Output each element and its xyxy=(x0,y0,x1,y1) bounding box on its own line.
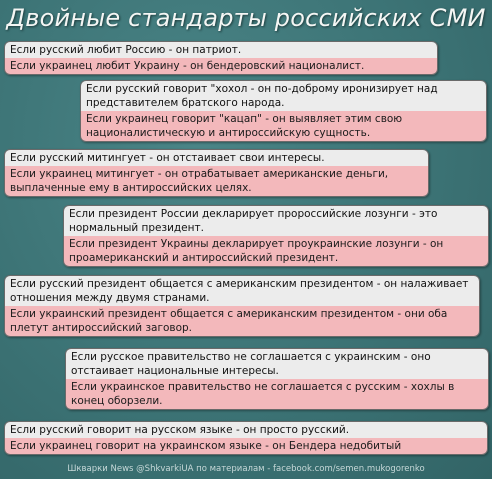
comparison-block-4 xyxy=(63,205,489,267)
ukraine-statement: Если украинец говорит на украинском языке - он Бендера недобитый xyxy=(5,438,487,454)
ukraine-statement: Если украинец говорит "кацап" - он выявляет этим свою националистическую и антироссийскую сущность. xyxy=(81,111,486,141)
comparison-block-5 xyxy=(4,275,480,337)
russia-statement: Если русский митингует - он отстаивает свои интересы. xyxy=(5,150,428,166)
ukraine-statement: Если украинский президент общается с американским президентом - они оба плетут антироссийский заговор. xyxy=(5,306,479,336)
ukraine-statement: Если украинец любит Украину - он бендеровский националист. xyxy=(5,58,437,74)
comparison-block-2 xyxy=(80,80,487,142)
page-title: Двойные стандарты российских СМИ xyxy=(6,4,486,32)
russia-statement: Если президент России декларирует пророссийские лозунги - это нормальный президент. xyxy=(64,206,488,236)
comparison-block-6 xyxy=(65,348,489,410)
russia-statement: Если русский говорит на русском языке - он просто русский. xyxy=(5,422,487,438)
footer-credit: Шкварки News @ShkvarkiUA по материалам - facebook.com/semen.mukogorenko xyxy=(67,464,425,474)
russia-statement: Если русское правительство не соглашается с украинским - оно отстаивает национальные интересы. xyxy=(66,349,488,379)
comparison-block-1 xyxy=(4,41,438,75)
russia-statement: Если русский президент общается с американским президентом - он налаживает отношения между двумя странами. xyxy=(5,276,479,306)
comparison-block-3 xyxy=(4,149,429,197)
russia-statement: Если русский любит Россию - он патриот. xyxy=(5,42,437,58)
ukraine-statement: Если украинец митингует - он отрабатывает американские деньги, выплаченные ему в антироссийских целях. xyxy=(5,166,428,196)
ukraine-statement: Если украинское правительство не соглашается с русским - хохлы в конец оборзели. xyxy=(66,379,488,409)
russia-statement: Если русский говорит "хохол - он по-доброму иронизирует над представителем братского народа. xyxy=(81,81,486,111)
ukraine-statement: Если президент Украины декларирует проукраинские лозунги - он проамериканский и антироссийский президент. xyxy=(64,236,488,266)
comparison-block-7 xyxy=(4,421,488,455)
